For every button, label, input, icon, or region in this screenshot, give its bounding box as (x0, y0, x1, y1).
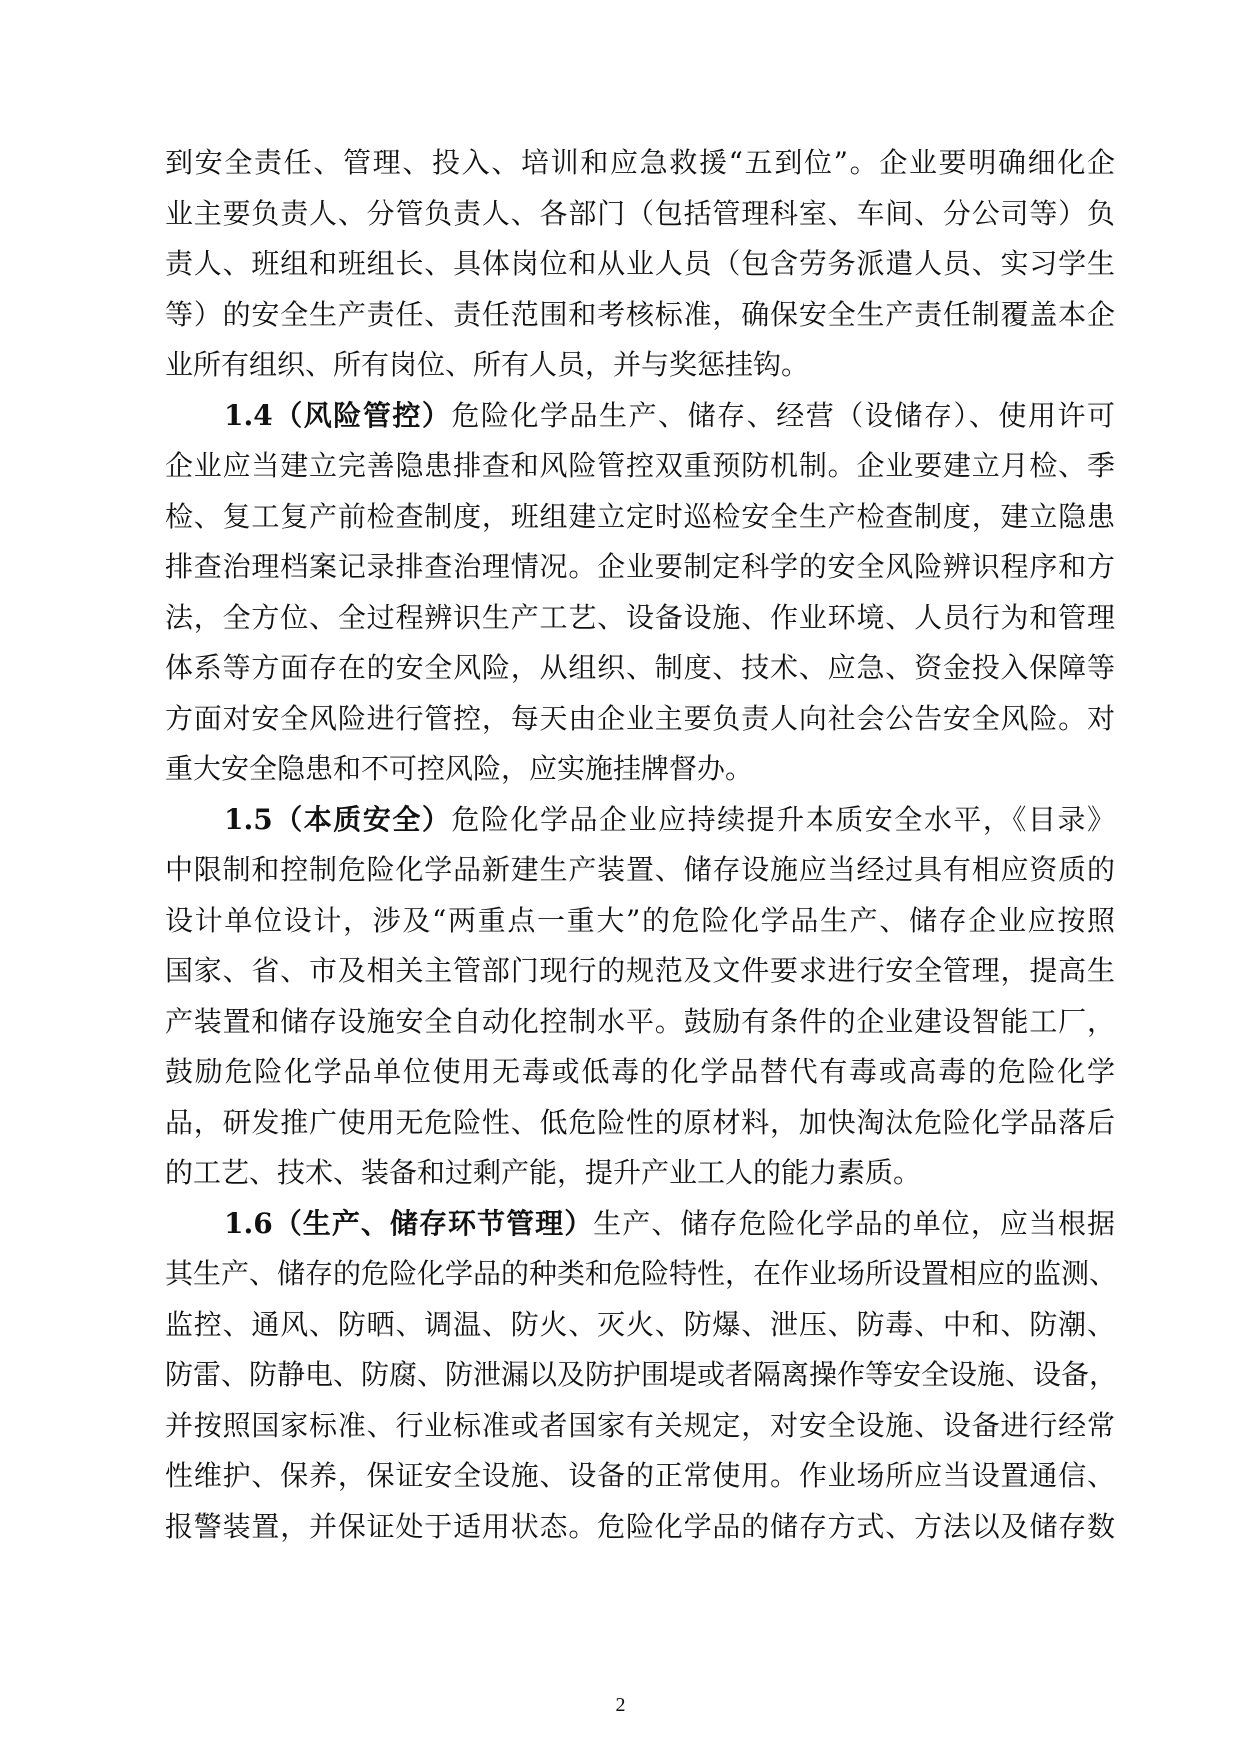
page-number: 2 (615, 1694, 626, 1716)
paragraph-line: 业所有组织、所有岗位、所有人员，并与奖惩挂钩。 (165, 348, 810, 381)
paragraph-line: 排查治理档案记录排查治理情况。企业要制定科学的安全风险辨识程序和方 (165, 550, 1115, 583)
paragraph-line: 国家、省、市及相关主管部门现行的规范及文件要求进行安全管理，提高生 (165, 954, 1115, 987)
paragraph-line: 产装置和储存设施安全自动化控制水平。鼓励有条件的企业建设智能工厂， (165, 1004, 1115, 1038)
paragraph-text: 生产、储存危险化学品的单位，应当根据 (593, 1206, 1115, 1240)
paragraph-line: 体系等方面存在的安全风险，从组织、制度、技术、应急、资金投入保障等 (165, 651, 1115, 684)
paragraph-line: 责人、班组和班组长、具体岗位和从业人员（包含劳务派遣人员、实习学生 (165, 247, 1115, 280)
paragraph-line: 企业应当建立完善隐患排查和风险管控双重预防机制。企业要建立月检、季 (165, 449, 1115, 482)
section-heading: 1.5（本质安全） (224, 802, 452, 836)
paragraph-line: 法，全方位、全过程辨识生产工艺、设备设施、作业环境、人员行为和管理 (165, 600, 1115, 634)
paragraph-line: 性维护、保养，保证安全设施、设备的正常使用。作业场所应当设置通信、 (165, 1459, 1115, 1492)
paragraph-first-line (224, 1200, 1115, 1248)
paragraph-line: 方面对安全风险进行管控，每天由企业主要负责人向社会公告安全风险。对 (165, 701, 1115, 735)
section-heading: 1.4（风险管控） (224, 398, 452, 432)
paragraph-line: 鼓励危险化学品单位使用无毒或低毒的化学品替代有毒或高毒的危险化学 (165, 1055, 1115, 1088)
paragraph-line: 并按照国家标准、行业标准或者国家有关规定，对安全设施、设备进行经常 (165, 1408, 1115, 1442)
paragraph-first-line (224, 392, 1115, 440)
paragraph-text: 危险化学品生产、储存、经营（设储存）、使用许可 (451, 398, 1115, 432)
paragraph-line: 设计单位设计，涉及“两重点一重大”的危险化学品生产、储存企业应按照 (165, 903, 1115, 937)
paragraph-line: 的工艺、技术、装备和过剩产能，提升产业工人的能力素质。 (165, 1156, 922, 1189)
paragraph-first-line (224, 796, 1115, 844)
paragraph-text: 危险化学品企业应持续提升本质安全水平，《目录》 (451, 802, 1115, 836)
paragraph-line: 监控、通风、防晒、调温、防火、灭火、防爆、泄压、防毒、中和、防潮、 (165, 1307, 1115, 1341)
paragraph-line: 到安全责任、管理、投入、培训和应急救援“五到位”。企业要明确细化企 (165, 146, 1115, 179)
paragraph-line: 业主要负责人、分管负责人、各部门（包括管理科室、车间、分公司等）负 (165, 196, 1115, 230)
paragraph-line: 品，研发推广使用无危险性、低危险性的原材料，加快淘汰危险化学品落后 (165, 1105, 1115, 1139)
paragraph-line: 中限制和控制危险化学品新建生产装置、储存设施应当经过具有相应资质的 (165, 853, 1115, 886)
section-heading: 1.6（生产、储存环节管理） (224, 1206, 594, 1240)
paragraph-line: 其生产、储存的危险化学品的种类和危险特性，在作业场所设置相应的监测、 (165, 1257, 1118, 1290)
paragraph-line: 等）的安全生产责任、责任范围和考核标准，确保安全生产责任制覆盖本企 (165, 297, 1115, 331)
paragraph-line: 重大安全隐患和不可控风险，应实施挂牌督办。 (165, 752, 754, 785)
paragraph-line: 报警装置，并保证处于适用状态。危险化学品的储存方式、方法以及储存数 (165, 1509, 1115, 1543)
paragraph-line: 检、复工复产前检查制度，班组建立定时巡检安全生产检查制度，建立隐患 (165, 499, 1115, 533)
paragraph-line: 防雷、防静电、防腐、防泄漏以及防护围堤或者隔离操作等安全设施、设备， (165, 1358, 1118, 1391)
